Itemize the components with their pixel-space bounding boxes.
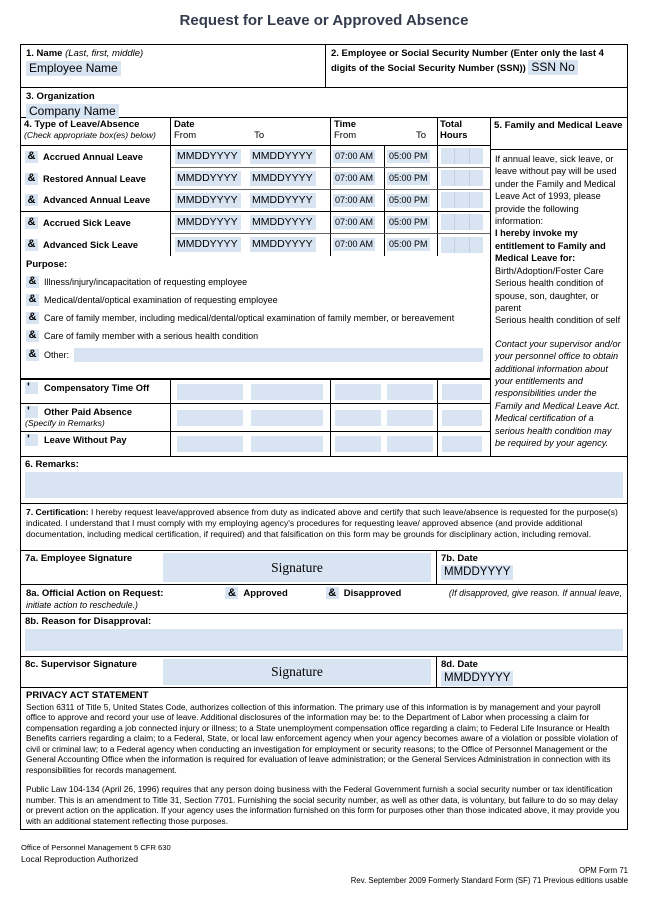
time-cell: [331, 146, 438, 168]
certification-text: I hereby request leave/approved absence from duty as indicated above and certify that such leave/absence is requested for the purpose(s) indicated. I understand that I must comply with my employing agency's procedures for requesting leave/ approved absence (and provide additional documentation, including medical certification, if required) and that falsification on this form may be grounds for disciplinary action, including removal.: [26, 507, 618, 540]
employee-date-field[interactable]: MMDDYYYY: [441, 565, 513, 580]
time-cell: [331, 234, 438, 256]
privacy-act-header: PRIVACY ACT STATEMENT: [26, 690, 149, 701]
supervisor-date-field[interactable]: MMDDYYYY: [441, 671, 513, 686]
date-header: Date: [174, 119, 195, 131]
date-header-cell: [171, 118, 331, 145]
privacy-act-para1: Section 6311 of Title 5, United States Code, authorizes collection of this information. The primary use of this information is by management and your payroll office to approve and record your use of leave. Additional disclosures of the information may be: to the Department of Labor when processing a claim for compensation regarding a job connected injury or illness; to a State unemployment compensation office regarding a claim; to Federal Life Insurance or Health Benefits carriers regarding a claim; to a Federal, State, or local law enforcement agency when your agency becomes aware of a violation or possible violation of civil or criminal law; to a Federal agency when conducting an investigation for employment or security reasons; to the Office of Personnel Management or the General Accounting Office when the information is required for evaluation of leave administration; or the General Services Administration in connection with its responsibilities for records management.: [26, 701, 618, 775]
organization-section: [21, 88, 627, 118]
footer-form-id: [351, 866, 628, 885]
purpose-item: [26, 312, 485, 324]
date-cell: [171, 404, 331, 431]
leave-row-accrued-annual: [21, 146, 490, 168]
time-to-field[interactable]: 05:00 PM: [389, 172, 428, 183]
date-to-field[interactable]: [251, 410, 323, 426]
date-cell: [171, 168, 331, 190]
fmla-section: [491, 118, 627, 456]
footer-local-reproduction: Local Reproduction Authorized: [21, 854, 139, 864]
name-ssn-row: [21, 45, 627, 88]
date-to-label: To: [254, 130, 265, 142]
date-from-label: From: [174, 130, 197, 142]
leave-row-advanced-annual: [21, 190, 490, 212]
total-hours-cell: [438, 190, 490, 211]
time-to-field[interactable]: [387, 384, 433, 400]
total-hours-cell: [438, 168, 490, 190]
date-cell: [171, 234, 331, 256]
date-to-field[interactable]: [251, 436, 323, 452]
time-to-field[interactable]: [387, 436, 433, 452]
name-input[interactable]: Employee Name: [26, 61, 121, 76]
date-from-field[interactable]: [177, 410, 243, 426]
checkbox-icon[interactable]: &: [26, 349, 39, 361]
time-from-label: From: [334, 130, 357, 142]
total-hours-cell: [438, 234, 490, 256]
fmla-option: Serious health condition of self: [495, 315, 621, 326]
checkbox-icon[interactable]: ': [25, 434, 38, 446]
time-from-field[interactable]: 07:00 AM: [335, 239, 374, 250]
approved-label: Approved: [243, 587, 288, 599]
official-action-note-line2: initiate action to reschedule.): [26, 600, 138, 611]
time-header: Time: [334, 119, 357, 131]
leave-row-advanced-sick: [21, 234, 490, 256]
name-section: [21, 45, 326, 87]
disapproval-reason-field[interactable]: [25, 629, 623, 651]
purpose-section: [21, 256, 490, 380]
checkbox-icon[interactable]: &: [25, 217, 38, 229]
fmla-option: Birth/Adoption/Foster Care: [495, 265, 604, 276]
employee-signature-label: 7a. Employee Signature: [25, 553, 133, 565]
purpose-other-label: Other:: [44, 349, 70, 360]
leave-type-label: Accrued Sick Leave: [43, 217, 131, 228]
checkbox-icon[interactable]: ': [25, 382, 38, 394]
time-cell: [331, 432, 438, 456]
fmla-header: 5. Family and Medical Leave: [491, 118, 627, 150]
organization-label: 3. Organization: [26, 91, 95, 103]
checkbox-icon[interactable]: &: [25, 194, 38, 206]
total-hours-field[interactable]: [441, 214, 483, 230]
remarks-section: [21, 457, 627, 504]
leave-type-cell: [21, 168, 171, 190]
purpose-item: [26, 276, 485, 288]
disapproved-checkbox-icon[interactable]: &: [326, 587, 339, 599]
leave-type-cell: [21, 146, 171, 168]
total-hours-field[interactable]: [441, 237, 483, 253]
remarks-label: 6. Remarks:: [25, 459, 79, 471]
date-to-field[interactable]: [251, 384, 323, 400]
organization-input[interactable]: Company Name: [26, 104, 119, 119]
time-header-cell: [331, 118, 438, 145]
employee-date-label: 7b. Date: [441, 553, 478, 565]
total-hours-header: Total Hours: [440, 119, 468, 142]
fmla-invoke-statement: I hereby invoke my entitlement to Family and Medical Leave for:: [495, 228, 606, 264]
time-from-field[interactable]: [335, 410, 381, 426]
total-hours-field[interactable]: [441, 192, 483, 208]
time-from-field[interactable]: 07:00 AM: [335, 216, 374, 227]
date-from-field[interactable]: MMDDYYYY: [175, 215, 241, 230]
purpose-label: Purpose:: [26, 258, 68, 270]
leave-table-header: [21, 118, 490, 146]
time-from-field[interactable]: [335, 384, 381, 400]
date-from-field[interactable]: MMDDYYYY: [175, 237, 241, 252]
time-cell: [331, 168, 438, 190]
type-hint: (Check appropriate box(es) below): [24, 130, 156, 141]
fmla-intro: If annual leave, sick leave, or leave without pay will be used under the Family and Medical Leave Act of 1993, please provide the following information:: [495, 154, 617, 227]
purpose-item: [26, 294, 485, 306]
date-cell: [171, 146, 331, 168]
leave-type-label: Accrued Annual Leave: [43, 151, 143, 162]
leave-row-accrued-sick: [21, 212, 490, 234]
purpose-item: [26, 330, 485, 342]
checkbox-icon[interactable]: &: [26, 312, 39, 324]
leave-type-label: Compensatory Time Off: [44, 383, 150, 394]
time-cell: [331, 212, 438, 234]
time-to-field[interactable]: 05:00 PM: [389, 194, 428, 205]
purpose-item-label: Care of family member with a serious health condition: [44, 330, 259, 341]
purpose-other-field[interactable]: [74, 348, 483, 362]
checkbox-icon[interactable]: &: [25, 151, 38, 163]
certification-section: [21, 504, 627, 551]
date-to-field[interactable]: MMDDYYYY: [250, 237, 316, 252]
total-hours-field[interactable]: [441, 148, 483, 164]
leave-type-cell: [21, 380, 171, 403]
time-to-field[interactable]: [387, 410, 433, 426]
leave-type-cell: [21, 404, 171, 431]
date-cell: [171, 212, 331, 234]
total-hours-field[interactable]: [441, 170, 483, 186]
supervisor-signature-field[interactable]: Signature: [163, 659, 431, 685]
name-label: 1. Name: [26, 48, 63, 59]
purpose-item-label: Medical/dental/optical examination of requesting employee: [44, 294, 278, 305]
leave-type-cell: [21, 212, 171, 234]
supervisor-date-cell: [436, 657, 627, 687]
privacy-act-para2: Public Law 104-134 (April 26, 1996) requires that any person doing business with the Federal Government furnish a social security number or tax identification number. This is an amendment to Title 31, Section 7701. Furnishing the social security number, as well as other data, is voluntary, but failure to do so may delay or prevent action on the application. If your agency uses the information furnished on this form for purposes other than those indicated above, it may provide you with an additional statement reflecting those purposes.: [26, 784, 620, 826]
time-cell: [331, 404, 438, 431]
checkbox-icon[interactable]: &: [26, 294, 39, 306]
date-cell: [171, 190, 331, 211]
footer-form-revision: Rev. September 2009 Formerly Standard Form (SF) 71 Previous editions usable: [350, 875, 628, 885]
date-to-field[interactable]: MMDDYYYY: [250, 171, 316, 186]
date-to-field[interactable]: MMDDYYYY: [250, 215, 316, 230]
leave-type-cell: [21, 190, 171, 211]
official-action-label: 8a. Official Action on Request:: [26, 587, 164, 599]
official-action-note-line1: (If disapproved, give reason. If annual leave,: [448, 588, 622, 599]
purpose-item-label: Care of family member, including medical/dental/optical examination of family member, or bereavement: [44, 312, 455, 323]
leave-type-cell: [21, 432, 171, 456]
disapproved-label: Disapproved: [343, 587, 402, 599]
date-cell: [171, 432, 331, 456]
leave-type-label: Advanced Annual Leave: [43, 195, 151, 206]
certification-label: 7. Certification:: [26, 507, 89, 518]
total-hours-field[interactable]: [442, 436, 482, 452]
leave-table: [21, 118, 627, 457]
footer-opm-cfr: Office of Personnel Management 5 CFR 630: [21, 843, 171, 852]
fmla-contact-note: Contact your supervisor and/or your personnel office to obtain additional information about your entitlements and responsibilities under the Family and Medical Leave Act. Medical certification of a serious health condition may be required by your agency.: [495, 338, 621, 448]
ssn-label: 2. Employee or Social Security Number (Enter only the last 4 digits of the Social Security Number (SSN)): [331, 48, 604, 74]
time-from-field[interactable]: 07:00 AM: [335, 194, 374, 205]
privacy-act-section: [21, 688, 627, 829]
ssn-section: [326, 45, 627, 87]
purpose-other-row: [26, 348, 485, 362]
approved-checkbox-icon[interactable]: &: [225, 587, 238, 599]
date-to-field[interactable]: MMDDYYYY: [250, 193, 316, 208]
total-hours-cell: [438, 212, 490, 234]
leave-type-label: Restored Annual Leave: [43, 173, 146, 184]
time-from-field[interactable]: 07:00 AM: [335, 150, 374, 161]
disapproval-reason-label: 8b. Reason for Disapproval:: [25, 615, 152, 627]
time-from-field[interactable]: 07:00 AM: [335, 172, 374, 183]
leave-type-label: Leave Without Pay: [44, 435, 127, 446]
date-to-field[interactable]: MMDDYYYY: [250, 149, 316, 164]
date-from-field[interactable]: [177, 436, 243, 452]
row-other-paid-absence: [21, 403, 490, 431]
time-cell: [331, 190, 438, 211]
time-to-field[interactable]: 05:00 PM: [389, 239, 428, 250]
leave-type-label: Advanced Sick Leave: [43, 239, 139, 250]
ssn-input[interactable]: SSN No: [528, 60, 577, 75]
time-to-field[interactable]: 05:00 PM: [389, 150, 428, 161]
purpose-item-label: Illness/injury/incapacitation of requesting employee: [44, 276, 248, 287]
checkbox-icon[interactable]: &: [25, 173, 38, 185]
date-from-field[interactable]: [177, 384, 243, 400]
total-hours-cell: [438, 380, 490, 403]
fmla-body: [491, 150, 627, 456]
remarks-field[interactable]: [25, 472, 623, 498]
employee-signature-field[interactable]: Signature: [163, 553, 431, 582]
date-from-field[interactable]: MMDDYYYY: [175, 149, 241, 164]
checkbox-icon[interactable]: &: [25, 239, 38, 251]
employee-signature-row: [21, 551, 627, 585]
date-cell: [171, 380, 331, 403]
date-from-field[interactable]: MMDDYYYY: [175, 193, 241, 208]
total-hours-field[interactable]: [442, 384, 482, 400]
total-hours-field[interactable]: [442, 410, 482, 426]
time-cell: [331, 380, 438, 403]
official-action-section: [21, 585, 627, 613]
total-hours-cell: [438, 146, 490, 168]
leave-row-restored-annual: [21, 168, 490, 190]
leave-type-label: Other Paid Absence: [44, 407, 133, 418]
supervisor-signature-label: 8c. Supervisor Signature: [25, 659, 137, 670]
supervisor-date-label: 8d. Date: [441, 659, 478, 670]
disapproval-reason-section: [21, 614, 627, 657]
time-to-field[interactable]: 05:00 PM: [389, 216, 428, 227]
time-to-label: To: [415, 130, 426, 142]
checkbox-icon[interactable]: &: [26, 330, 39, 342]
row-compensatory-time-off: [21, 379, 490, 403]
employee-date-cell: [436, 551, 627, 584]
checkbox-icon[interactable]: &: [26, 276, 39, 288]
leave-table-left: [21, 118, 491, 456]
footer-form-number: OPM Form 71: [579, 866, 628, 875]
form-body: [20, 44, 628, 830]
supervisor-signature-row: [21, 657, 627, 688]
row-leave-without-pay: [21, 431, 490, 456]
total-hours-cell: [438, 432, 490, 456]
total-hours-cell: [438, 404, 490, 431]
form-title: Request for Leave or Approved Absence: [179, 12, 469, 29]
name-hint: (Last, first, middle): [65, 48, 144, 59]
leave-type-cell: [21, 234, 171, 256]
time-from-field[interactable]: [335, 436, 381, 452]
fmla-option: Serious health condition of spouse, son, daughter, or parent: [495, 278, 604, 313]
leave-type-note: (Specify in Remarks): [25, 418, 105, 429]
type-header: 4. Type of Leave/Absence: [24, 119, 140, 131]
date-from-field[interactable]: MMDDYYYY: [175, 171, 241, 186]
type-header-cell: [21, 118, 171, 145]
checkbox-icon[interactable]: ': [25, 406, 38, 418]
